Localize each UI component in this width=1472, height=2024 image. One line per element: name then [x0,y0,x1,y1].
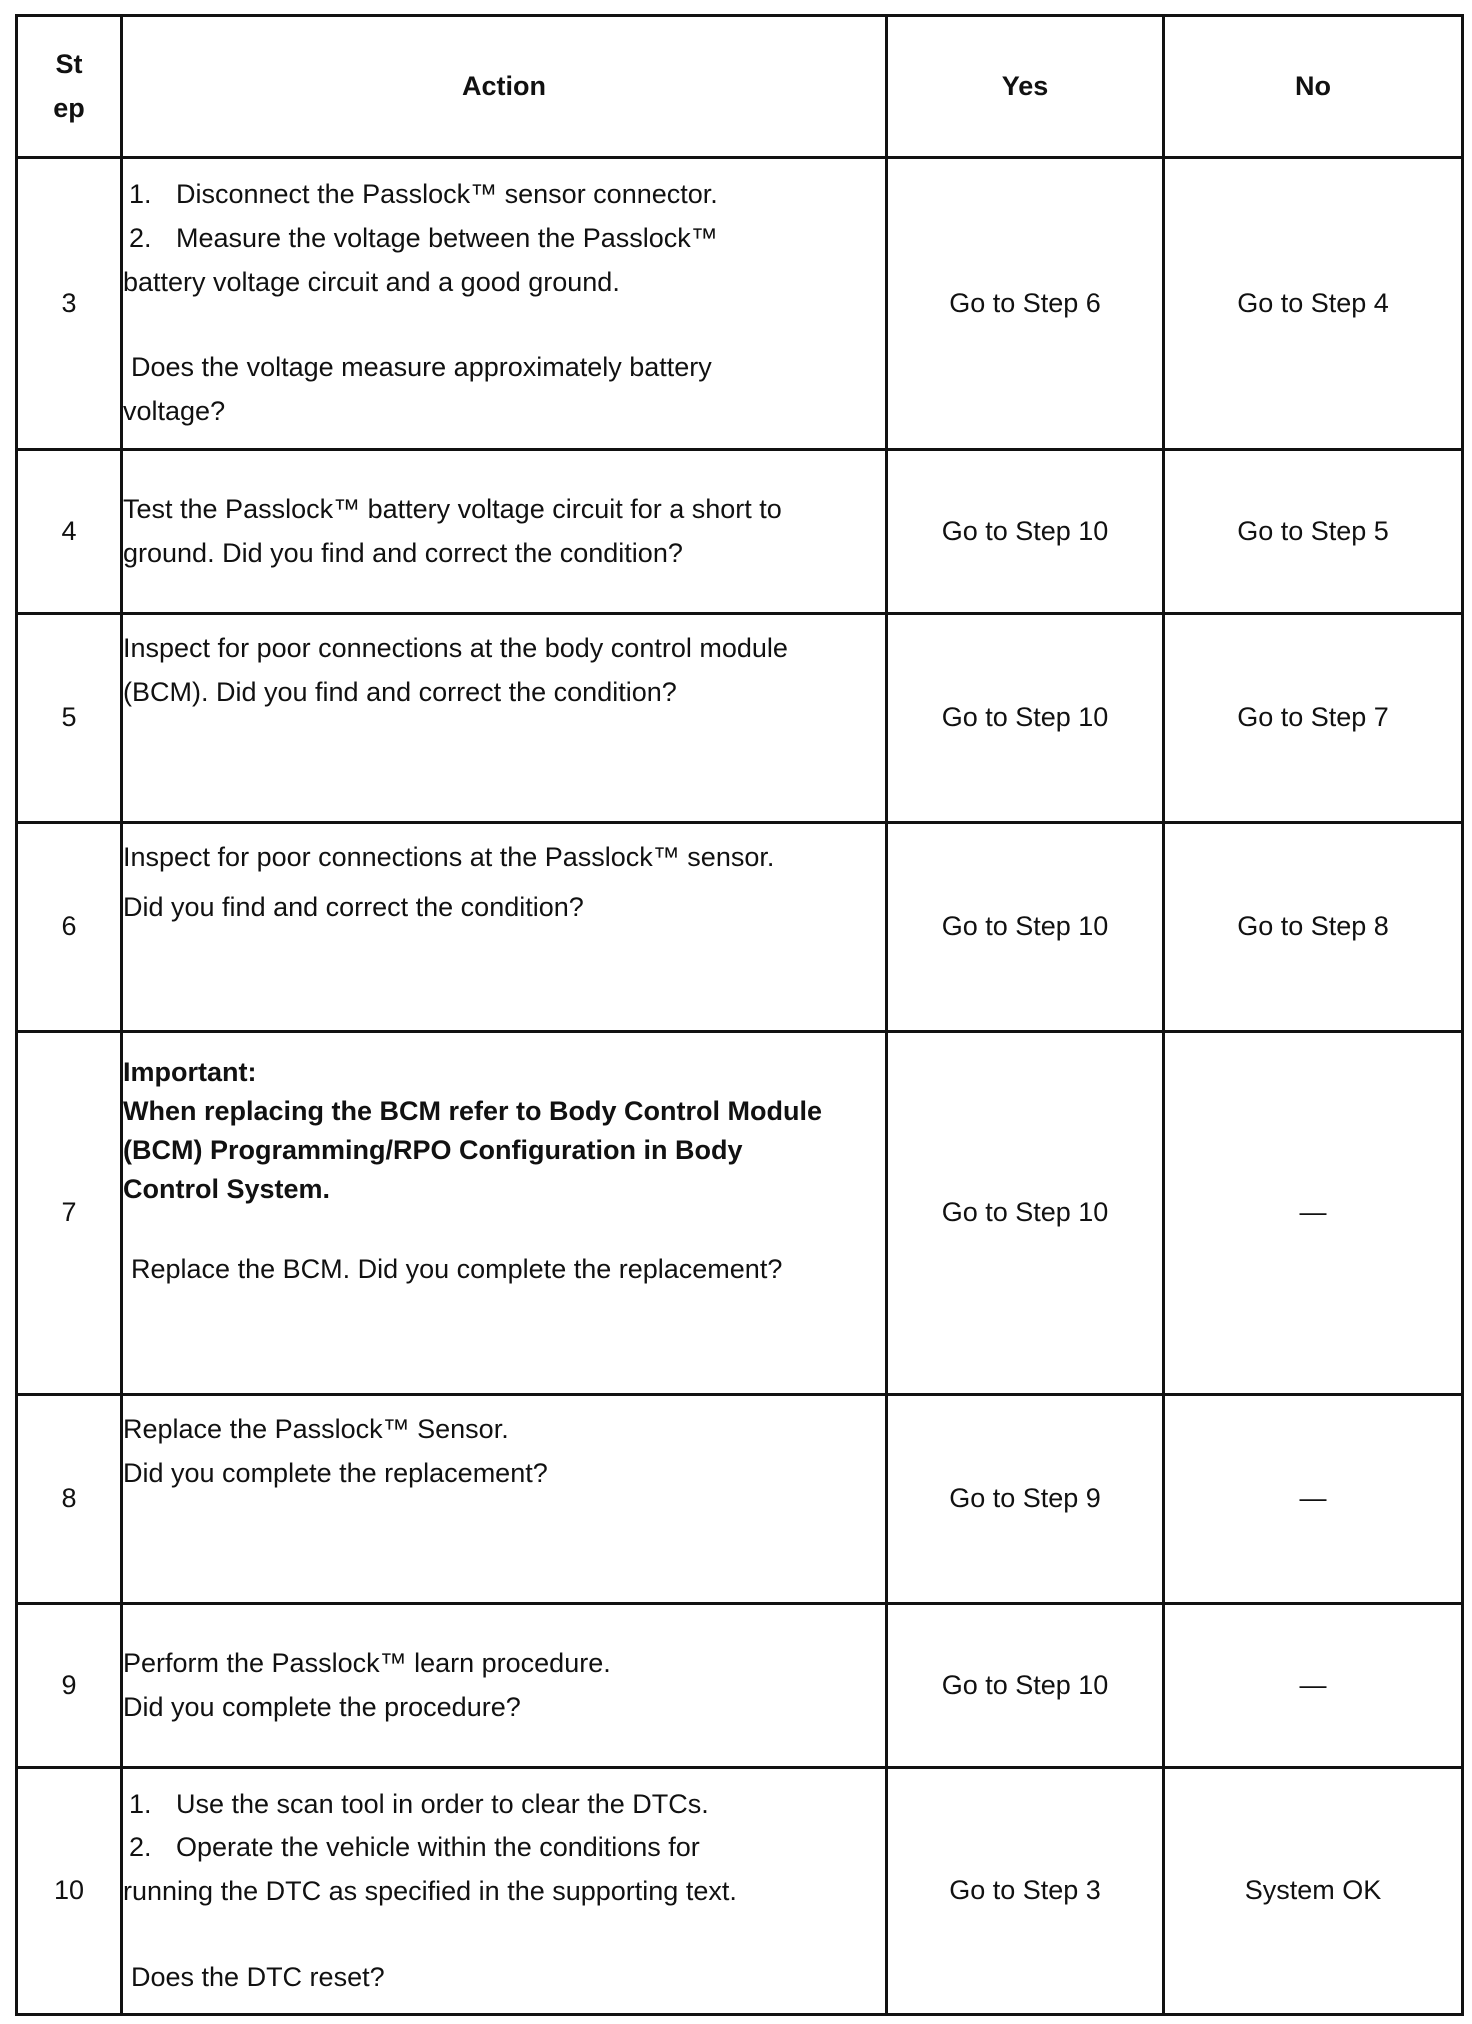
important-note-text: Control System. [123,1174,331,1205]
question-text: Replace the BCM. Did you complete the replacement? [131,1253,783,1284]
no-result: System OK [1164,1768,1463,2015]
header-row [17,16,1463,158]
action-cell [122,1768,887,2015]
no-result: — [1164,1395,1463,1604]
table-row [17,1395,1463,1604]
table-row [17,450,1463,614]
action-cell: Perform the Passlock™ learn procedure. Did you complete the procedure? [122,1604,887,1768]
list-item: 1. Disconnect the Passlock™ sensor connector. [129,179,718,210]
step-number: 10 [17,1768,122,2015]
step-number: 9 [17,1604,122,1768]
yes-result: Go to Step 10 [887,1604,1164,1768]
question-text: Does the voltage measure approximately battery [131,352,712,383]
table-row [17,1032,1463,1395]
action-cell [122,158,887,450]
important-note-text: When replacing the BCM refer to Body Control Module [123,1096,823,1127]
action-column-header: Action [122,16,887,158]
table-row [17,1768,1463,2015]
action-text: battery voltage circuit and a good ground. [123,266,620,297]
yes-result: Go to Step 9 [887,1395,1164,1604]
action-cell: Inspect for poor connections at the body control module (BCM). Did you find and correct the condition? [122,614,887,823]
no-result: — [1164,1032,1463,1395]
step-number: 7 [17,1032,122,1395]
yes-result: Go to Step 6 [887,158,1164,450]
yes-result: Go to Step 10 [887,614,1164,823]
table-row [17,823,1463,1032]
no-column-header: No [1164,16,1463,158]
important-note-text: (BCM) Programming/RPO Configuration in Body [123,1135,743,1166]
step-number: 6 [17,823,122,1032]
no-result: Go to Step 8 [1164,823,1463,1032]
action-cell: Test the Passlock™ battery voltage circuit for a short to ground. Did you find and correct the condition? [122,450,887,614]
table-row [17,614,1463,823]
step-column-header: St ep [17,16,122,158]
no-result: Go to Step 4 [1164,158,1463,450]
action-cell [122,1032,887,1395]
yes-result: Go to Step 10 [887,1032,1164,1395]
no-result: Go to Step 5 [1164,450,1463,614]
yes-result: Go to Step 10 [887,450,1164,614]
action-cell: Replace the Passlock™ Sensor. Did you complete the replacement? [122,1395,887,1604]
question-text: Does the DTC reset? [131,1961,385,1992]
step-number: 5 [17,614,122,823]
important-note-title: Important: [123,1057,257,1087]
step-number: 8 [17,1395,122,1604]
list-item: 2. Operate the vehicle within the conditions for [129,1832,700,1863]
list-item: 2. Measure the voltage between the Passlock™ [129,222,718,253]
action-text: running the DTC as specified in the supporting text. [123,1876,737,1906]
step-number: 3 [17,158,122,450]
diagnostic-steps-table [15,14,1464,2016]
step-number: 4 [17,450,122,614]
question-text: voltage? [123,396,226,427]
no-result: — [1164,1604,1463,1768]
yes-result: Go to Step 10 [887,823,1164,1032]
list-item: 1. Use the scan tool in order to clear the DTCs. [129,1788,709,1819]
table-row [17,1604,1463,1768]
no-result: Go to Step 7 [1164,614,1463,823]
action-cell: Inspect for poor connections at the Passlock™ sensor. Did you find and correct the condition? [122,823,887,1032]
table-row [17,158,1463,450]
yes-result: Go to Step 3 [887,1768,1164,2015]
yes-column-header: Yes [887,16,1164,158]
